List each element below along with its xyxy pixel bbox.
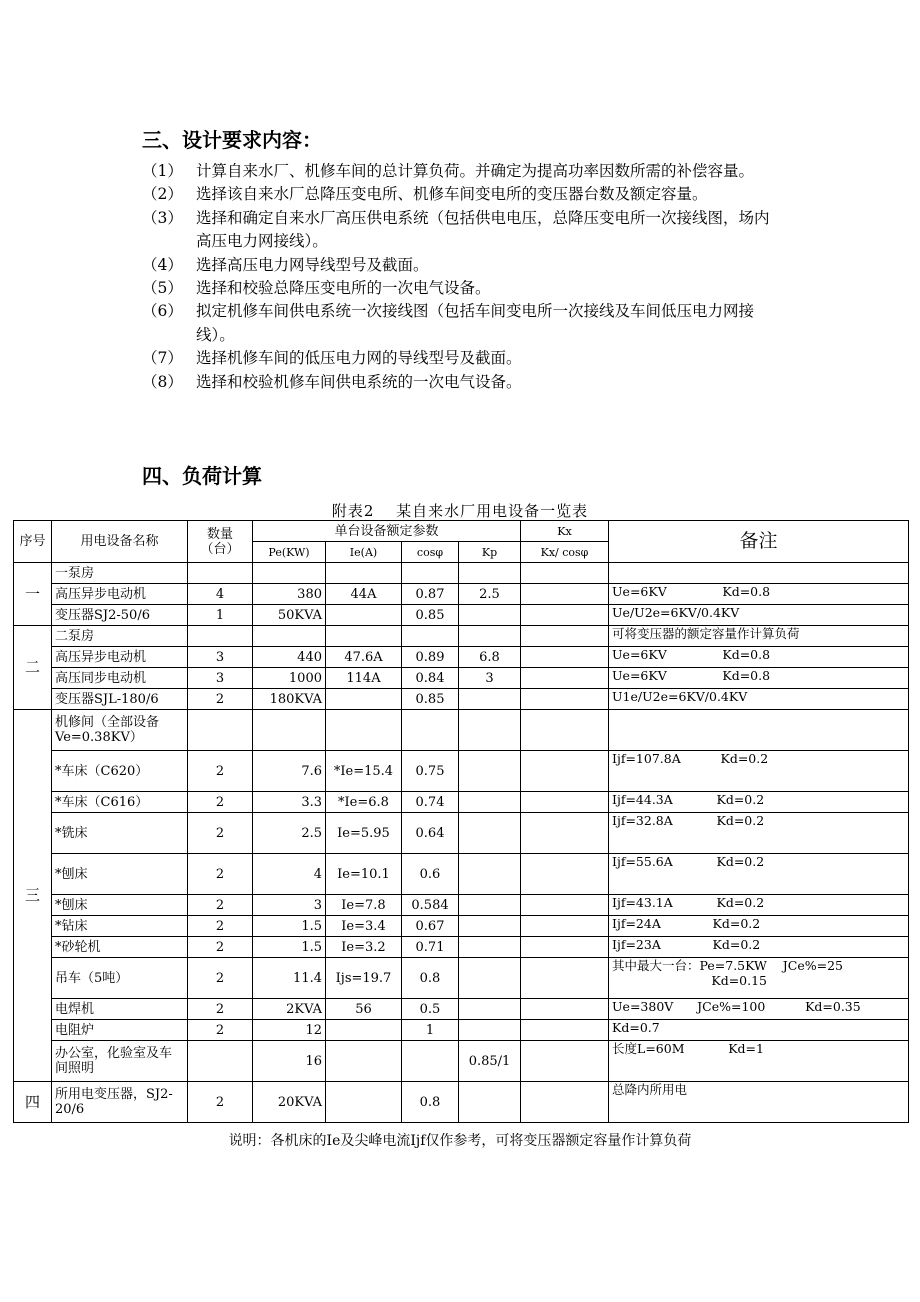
requirement-number: （4） <box>142 255 183 274</box>
table-row <box>14 584 909 605</box>
cell-cos: 0.71 <box>402 937 459 958</box>
requirement-text: 选择和确定自来水厂高压供电系统（包括供电电压，总降压变电所一次接线图，场内高压电力网接线）。 <box>196 208 770 251</box>
table-row <box>14 710 909 751</box>
requirement-number: （2） <box>142 185 183 204</box>
requirement-number: （1） <box>142 162 183 180</box>
cell-kx <box>521 605 609 626</box>
cell-cos: 0.584 <box>402 895 459 916</box>
cell-pe: 7.6 <box>253 751 326 792</box>
cell-name: *车床（C616） <box>52 792 188 813</box>
cell-kx <box>521 1041 609 1082</box>
cell-cos: 0.85 <box>402 689 459 710</box>
cell-kp <box>459 916 521 937</box>
cell-ie: *Ie=6.8 <box>326 792 402 813</box>
cell-kx <box>521 751 609 792</box>
cell-kx <box>521 710 609 751</box>
table-row <box>14 792 909 813</box>
cell-ie: 47.6A <box>326 647 402 668</box>
cell-kp: 0.85/1 <box>459 1041 521 1082</box>
cell-cos: 0.87 <box>402 584 459 605</box>
cell-kx <box>521 584 609 605</box>
cell-kx <box>521 792 609 813</box>
cell-ie: *Ie=15.4 <box>326 751 402 792</box>
cell-pe: 1000 <box>253 668 326 689</box>
cell-kx <box>521 626 609 647</box>
cell-kx <box>521 937 609 958</box>
requirement-text: 选择和校验机修车间供电系统的一次电气设备。 <box>196 372 522 391</box>
cell-kx <box>521 895 609 916</box>
cell-kp <box>459 605 521 626</box>
table-row <box>14 605 909 626</box>
cell-note: Ue/U2e=6KV/0.4KV <box>609 605 909 626</box>
cell-note <box>609 563 909 584</box>
cell-pe: 20KVA <box>253 1082 326 1123</box>
cell-qty: 3 <box>188 647 253 668</box>
cell-qty: 2 <box>188 792 253 813</box>
cell-cos: 0.75 <box>402 751 459 792</box>
cell-qty: 2 <box>188 854 253 895</box>
cell-qty <box>188 710 253 751</box>
cell-pe: 4 <box>253 854 326 895</box>
table-row <box>14 1041 909 1082</box>
table-caption: 附表2 某自来水厂用电设备一览表 <box>331 502 589 520</box>
cell-cos: 0.84 <box>402 668 459 689</box>
requirement-text: 拟定机修车间供电系统一次接线图（包括车间变电所一次接线及车间低压电力网接线）。 <box>196 302 755 344</box>
cell-kp <box>459 854 521 895</box>
cell-kp <box>459 937 521 958</box>
cell-cos: 1 <box>402 1020 459 1041</box>
cell-pe: 50KVA <box>253 605 326 626</box>
cell-name: *铣床 <box>52 813 188 854</box>
cell-name: 变压器SJ2-50/6 <box>52 605 188 626</box>
requirement-item <box>142 183 782 206</box>
cell-ie: Ie=3.2 <box>326 937 402 958</box>
cell-note: Ue=6KV Kd=0.8 <box>609 584 909 605</box>
requirement-item <box>142 254 782 277</box>
cell-pe: 3.3 <box>253 792 326 813</box>
cell-qty: 2 <box>188 1020 253 1041</box>
cell-kp: 2.5 <box>459 584 521 605</box>
requirement-number: （3） <box>142 208 183 227</box>
cell-ie <box>326 605 402 626</box>
cell-pe: 3 <box>253 895 326 916</box>
cell-note: 可将变压器的额定容量作计算负荷 <box>609 626 909 647</box>
cell-kp <box>459 751 521 792</box>
cell-note: Ijf=107.8A Kd=0.2 <box>609 751 909 792</box>
cell-pe: 440 <box>253 647 326 668</box>
requirement-text: 选择该自来水厂总降压变电所、机修车间变电所的变压器台数及额定容量。 <box>196 185 708 204</box>
cell-cos: 0.8 <box>402 958 459 999</box>
cell-kp: 3 <box>459 668 521 689</box>
cell-note: Ijf=44.3A Kd=0.2 <box>609 792 909 813</box>
cell-note: 总降内所用电 <box>609 1082 909 1123</box>
header-ie: Ie(A) <box>326 542 402 563</box>
cell-note: Kd=0.7 <box>609 1020 909 1041</box>
cell-pe: 180KVA <box>253 689 326 710</box>
cell-cos: 0.74 <box>402 792 459 813</box>
requirement-item <box>142 300 782 347</box>
cell-ie: Ie=7.8 <box>326 895 402 916</box>
table-row <box>14 958 909 999</box>
cell-name: 办公室，化验室及车间照明 <box>52 1041 188 1082</box>
cell-note <box>609 710 909 751</box>
cell-kx <box>521 668 609 689</box>
cell-pe: 380 <box>253 584 326 605</box>
cell-cos: 0.89 <box>402 647 459 668</box>
table-row <box>14 689 909 710</box>
cell-cos: 0.5 <box>402 999 459 1020</box>
cell-qty: 2 <box>188 937 253 958</box>
cell-ie: Ijs=19.7 <box>326 958 402 999</box>
requirement-number: （5） <box>142 279 183 298</box>
requirement-text: 选择高压电力网导线型号及截面。 <box>196 255 429 274</box>
cell-ie: Ie=5.95 <box>326 813 402 854</box>
cell-name: *刨床 <box>52 895 188 916</box>
cell-cos: 0.8 <box>402 1082 459 1123</box>
table-row <box>14 626 909 647</box>
cell-note: Ue=380V JCe%=100 Kd=0.35 <box>609 999 909 1020</box>
cell-seq: 三 <box>14 710 52 1082</box>
equipment-table <box>13 520 909 1123</box>
cell-cos: 0.6 <box>402 854 459 895</box>
cell-qty <box>188 563 253 584</box>
cell-ie: 44A <box>326 584 402 605</box>
cell-cos: 0.85 <box>402 605 459 626</box>
table-row <box>14 813 909 854</box>
cell-ie: Ie=10.1 <box>326 854 402 895</box>
cell-name: 电焊机 <box>52 999 188 1020</box>
cell-note: Ijf=24A Kd=0.2 <box>609 916 909 937</box>
cell-kp <box>459 626 521 647</box>
table-row <box>14 895 909 916</box>
cell-qty: 2 <box>188 813 253 854</box>
cell-cos <box>402 626 459 647</box>
cell-pe <box>253 563 326 584</box>
cell-name: 二泵房 <box>52 626 188 647</box>
cell-seq: 一 <box>14 563 52 626</box>
header-name: 用电设备名称 <box>52 521 188 563</box>
cell-qty: 2 <box>188 895 253 916</box>
header-seq: 序号 <box>14 521 52 563</box>
cell-name: *刨床 <box>52 854 188 895</box>
cell-ie: 114A <box>326 668 402 689</box>
cell-qty <box>188 626 253 647</box>
cell-note: Ijf=55.6A Kd=0.2 <box>609 854 909 895</box>
cell-ie: 56 <box>326 999 402 1020</box>
cell-kx <box>521 999 609 1020</box>
cell-name: *砂轮机 <box>52 937 188 958</box>
header-kx: Kx <box>521 521 609 542</box>
cell-seq: 二 <box>14 626 52 710</box>
table-row <box>14 916 909 937</box>
cell-note: Ijf=43.1A Kd=0.2 <box>609 895 909 916</box>
cell-kp <box>459 1082 521 1123</box>
table-footnote: 说明：各机床的Ie及尖峰电流Ijf仅作参考，可将变压器额定容量作计算负荷 <box>228 1133 692 1149</box>
cell-kp <box>459 895 521 916</box>
cell-cos: 0.64 <box>402 813 459 854</box>
cell-name: 吊车（5吨） <box>52 958 188 999</box>
cell-qty: 1 <box>188 605 253 626</box>
cell-kp <box>459 563 521 584</box>
cell-cos <box>402 710 459 751</box>
cell-pe: 2.5 <box>253 813 326 854</box>
cell-qty <box>188 1041 253 1082</box>
requirement-text: 选择和校验总降压变电所的一次电气设备。 <box>196 279 491 298</box>
header-kxcos: Kx/ cosφ <box>521 542 609 563</box>
cell-note: Ue=6KV Kd=0.8 <box>609 668 909 689</box>
section4-title: 四、负荷计算 <box>142 464 262 488</box>
requirements-list <box>142 160 782 394</box>
cell-cos <box>402 1041 459 1082</box>
cell-qty: 2 <box>188 999 253 1020</box>
cell-pe: 12 <box>253 1020 326 1041</box>
cell-qty: 2 <box>188 958 253 999</box>
cell-seq: 四 <box>14 1082 52 1123</box>
cell-kp <box>459 958 521 999</box>
header-group: 单台设备额定参数 <box>253 521 521 542</box>
table-row <box>14 668 909 689</box>
cell-kx <box>521 916 609 937</box>
cell-note: Ue=6KV Kd=0.8 <box>609 647 909 668</box>
cell-ie <box>326 626 402 647</box>
requirement-number: （8） <box>142 372 183 391</box>
requirement-item <box>142 371 782 394</box>
cell-name: *车床（C620） <box>52 751 188 792</box>
table-row <box>14 937 909 958</box>
cell-kp <box>459 999 521 1020</box>
header-kp: Kp <box>459 542 521 563</box>
cell-note: 其中最大一台：Pe=7.5KW JCe%=25 Kd=0.15 <box>609 958 909 999</box>
cell-name: 电阻炉 <box>52 1020 188 1041</box>
section3-title: 三、设计要求内容： <box>142 128 322 152</box>
cell-qty: 2 <box>188 916 253 937</box>
cell-pe <box>253 626 326 647</box>
cell-kx <box>521 1020 609 1041</box>
cell-kp: 6.8 <box>459 647 521 668</box>
header-cos: cosφ <box>402 542 459 563</box>
requirement-item <box>142 347 782 370</box>
header-remark: 备注 <box>609 521 909 563</box>
cell-ie <box>326 710 402 751</box>
cell-ie <box>326 1041 402 1082</box>
cell-cos: 0.67 <box>402 916 459 937</box>
cell-pe: 1.5 <box>253 916 326 937</box>
cell-pe: 2KVA <box>253 999 326 1020</box>
cell-qty: 4 <box>188 584 253 605</box>
cell-name: 变压器SJL-180/6 <box>52 689 188 710</box>
cell-kp <box>459 1020 521 1041</box>
cell-ie <box>326 1020 402 1041</box>
header-qty: 数量（台） <box>188 521 253 563</box>
cell-name: 机修间（全部设备Ve=0.38KV） <box>52 710 188 751</box>
table-row <box>14 647 909 668</box>
cell-pe: 1.5 <box>253 937 326 958</box>
cell-kx <box>521 1082 609 1123</box>
cell-kx <box>521 854 609 895</box>
requirement-number: （6） <box>142 302 183 321</box>
cell-ie <box>326 563 402 584</box>
cell-name: 高压异步电动机 <box>52 647 188 668</box>
cell-name: 所用电变压器，SJ2-20/6 <box>52 1082 188 1123</box>
cell-name: *钻床 <box>52 916 188 937</box>
cell-qty: 2 <box>188 1082 253 1123</box>
requirement-item <box>142 160 782 183</box>
table-row <box>14 1020 909 1041</box>
cell-note: Ijf=32.8A Kd=0.2 <box>609 813 909 854</box>
cell-qty: 2 <box>188 751 253 792</box>
requirement-text: 选择机修车间的低压电力网的导线型号及截面。 <box>196 349 522 368</box>
cell-ie <box>326 1082 402 1123</box>
header-row <box>14 521 909 542</box>
cell-qty: 3 <box>188 668 253 689</box>
header-pe: Pe(KW) <box>253 542 326 563</box>
cell-kx <box>521 563 609 584</box>
cell-ie: Ie=3.4 <box>326 916 402 937</box>
cell-name: 一泵房 <box>52 563 188 584</box>
cell-pe: 16 <box>253 1041 326 1082</box>
requirement-item <box>142 277 782 300</box>
cell-kp <box>459 792 521 813</box>
cell-kx <box>521 647 609 668</box>
table-row <box>14 854 909 895</box>
cell-note: Ijf=23A Kd=0.2 <box>609 937 909 958</box>
cell-note: 长度L=60M Kd=1 <box>609 1041 909 1082</box>
cell-kx <box>521 689 609 710</box>
cell-name: 高压同步电动机 <box>52 668 188 689</box>
cell-cos <box>402 563 459 584</box>
requirement-item <box>142 207 782 254</box>
cell-pe <box>253 710 326 751</box>
cell-pe: 11.4 <box>253 958 326 999</box>
cell-qty: 2 <box>188 689 253 710</box>
cell-kp <box>459 689 521 710</box>
cell-kx <box>521 813 609 854</box>
table-row <box>14 563 909 584</box>
cell-note: U1e/U2e=6KV/0.4KV <box>609 689 909 710</box>
requirement-number: （7） <box>142 349 183 368</box>
table-row <box>14 751 909 792</box>
cell-ie <box>326 689 402 710</box>
table-row <box>14 1082 909 1123</box>
cell-name: 高压异步电动机 <box>52 584 188 605</box>
cell-kp <box>459 710 521 751</box>
cell-kx <box>521 958 609 999</box>
requirement-text: 计算自来水厂、机修车间的总计算负荷。并确定为提高功率因数所需的补偿容量。 <box>196 162 755 180</box>
cell-kp <box>459 813 521 854</box>
table-row <box>14 999 909 1020</box>
